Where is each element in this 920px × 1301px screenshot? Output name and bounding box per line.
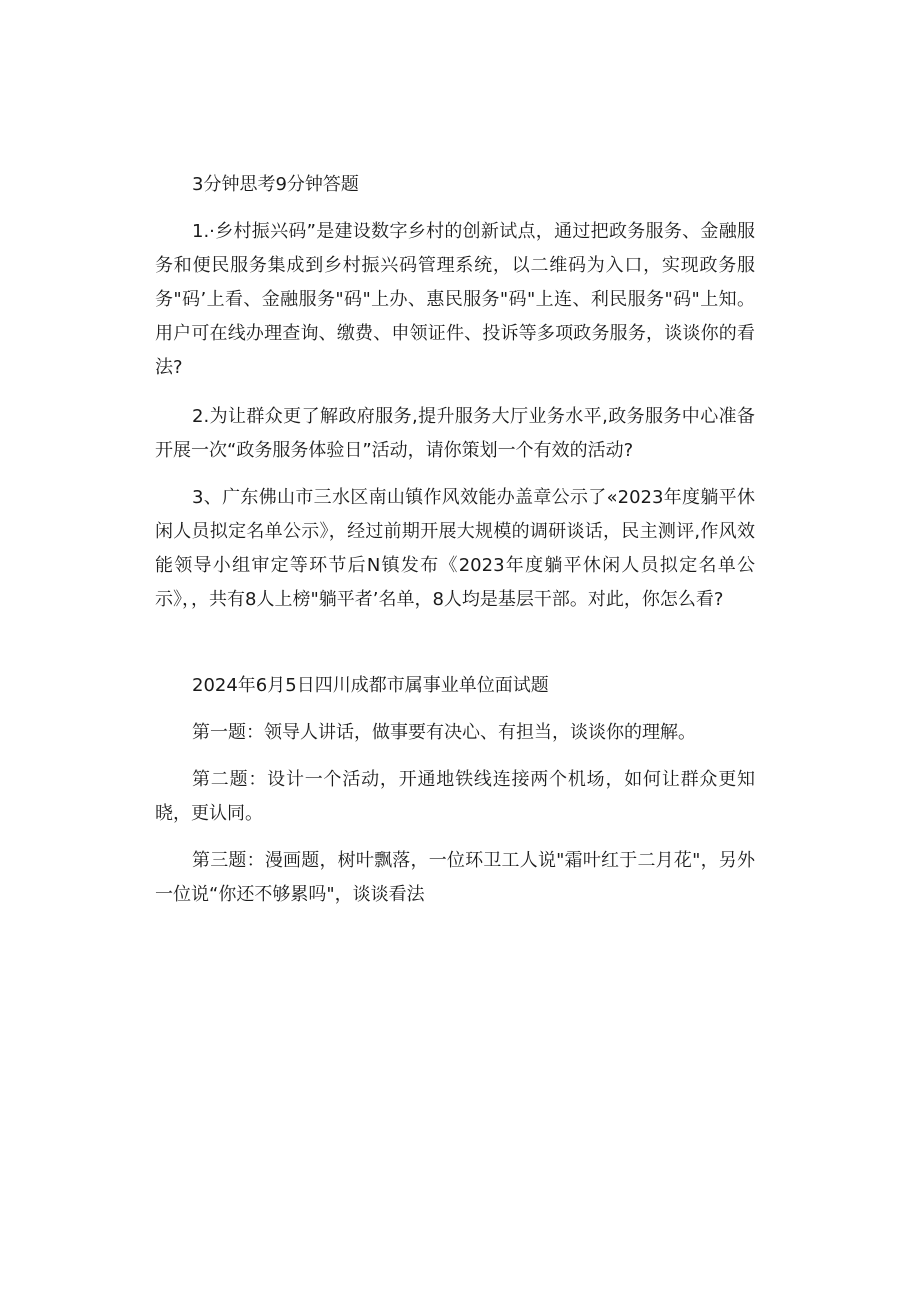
- question-2-1: 第一题：领导人讲话，做事要有决心、有担当，谈谈你的理解。: [192, 722, 696, 743]
- document-content: [155, 168, 755, 912]
- question-2-3: 第三题：漫画题，树叶飘落，一位环卫工人说"霜叶红于二月花"，另外一位说“你还不够累吗"，谈谈看法: [155, 850, 755, 905]
- question-1-3: 3、广东佛山市三水区南山镇作风效能办盖章公示了«2023年度躺平休闲人员拟定名单公示》，经过前期开展大规模的调研谈话，民主测评,作风效能领导小组审定等环节后N镇发布《2023年度躺平休闲人员拟定名单公示》，，共有8人上榜"躺平者’名单，8人均是基层干部。对此，你怎么看?: [155, 487, 755, 610]
- question-2-2: 第二题：设计一个活动，开通地铁线连接两个机场，如何让群众更知晓，更认同。: [155, 769, 755, 824]
- question-1-1: 1.·乡村振兴码”是建设数字乡村的创新试点，通过把政务服务、金融服务和便民服务集成到乡村振兴码管理系统，以二维码为入口，实现政务服务"码’上看、金融服务"码"上办、惠民服务"码"上连、利民服务"码"上知。用户可在线办理查询、缴费、申领证件、投诉等多项政务服务，谈谈你的看法?: [155, 221, 755, 378]
- question-1-2: 2.为让群众更了解政府服务,提升服务大厅业务水平,政务服务中心准备开展一次“政务服务体验日”活动，请你策划一个有效的活动?: [155, 406, 755, 461]
- section-2-title: 2024年6月5日四川成都市属事业单位面试题: [192, 675, 549, 696]
- section-1-title: 3分钟思考9分钟答题: [192, 174, 359, 195]
